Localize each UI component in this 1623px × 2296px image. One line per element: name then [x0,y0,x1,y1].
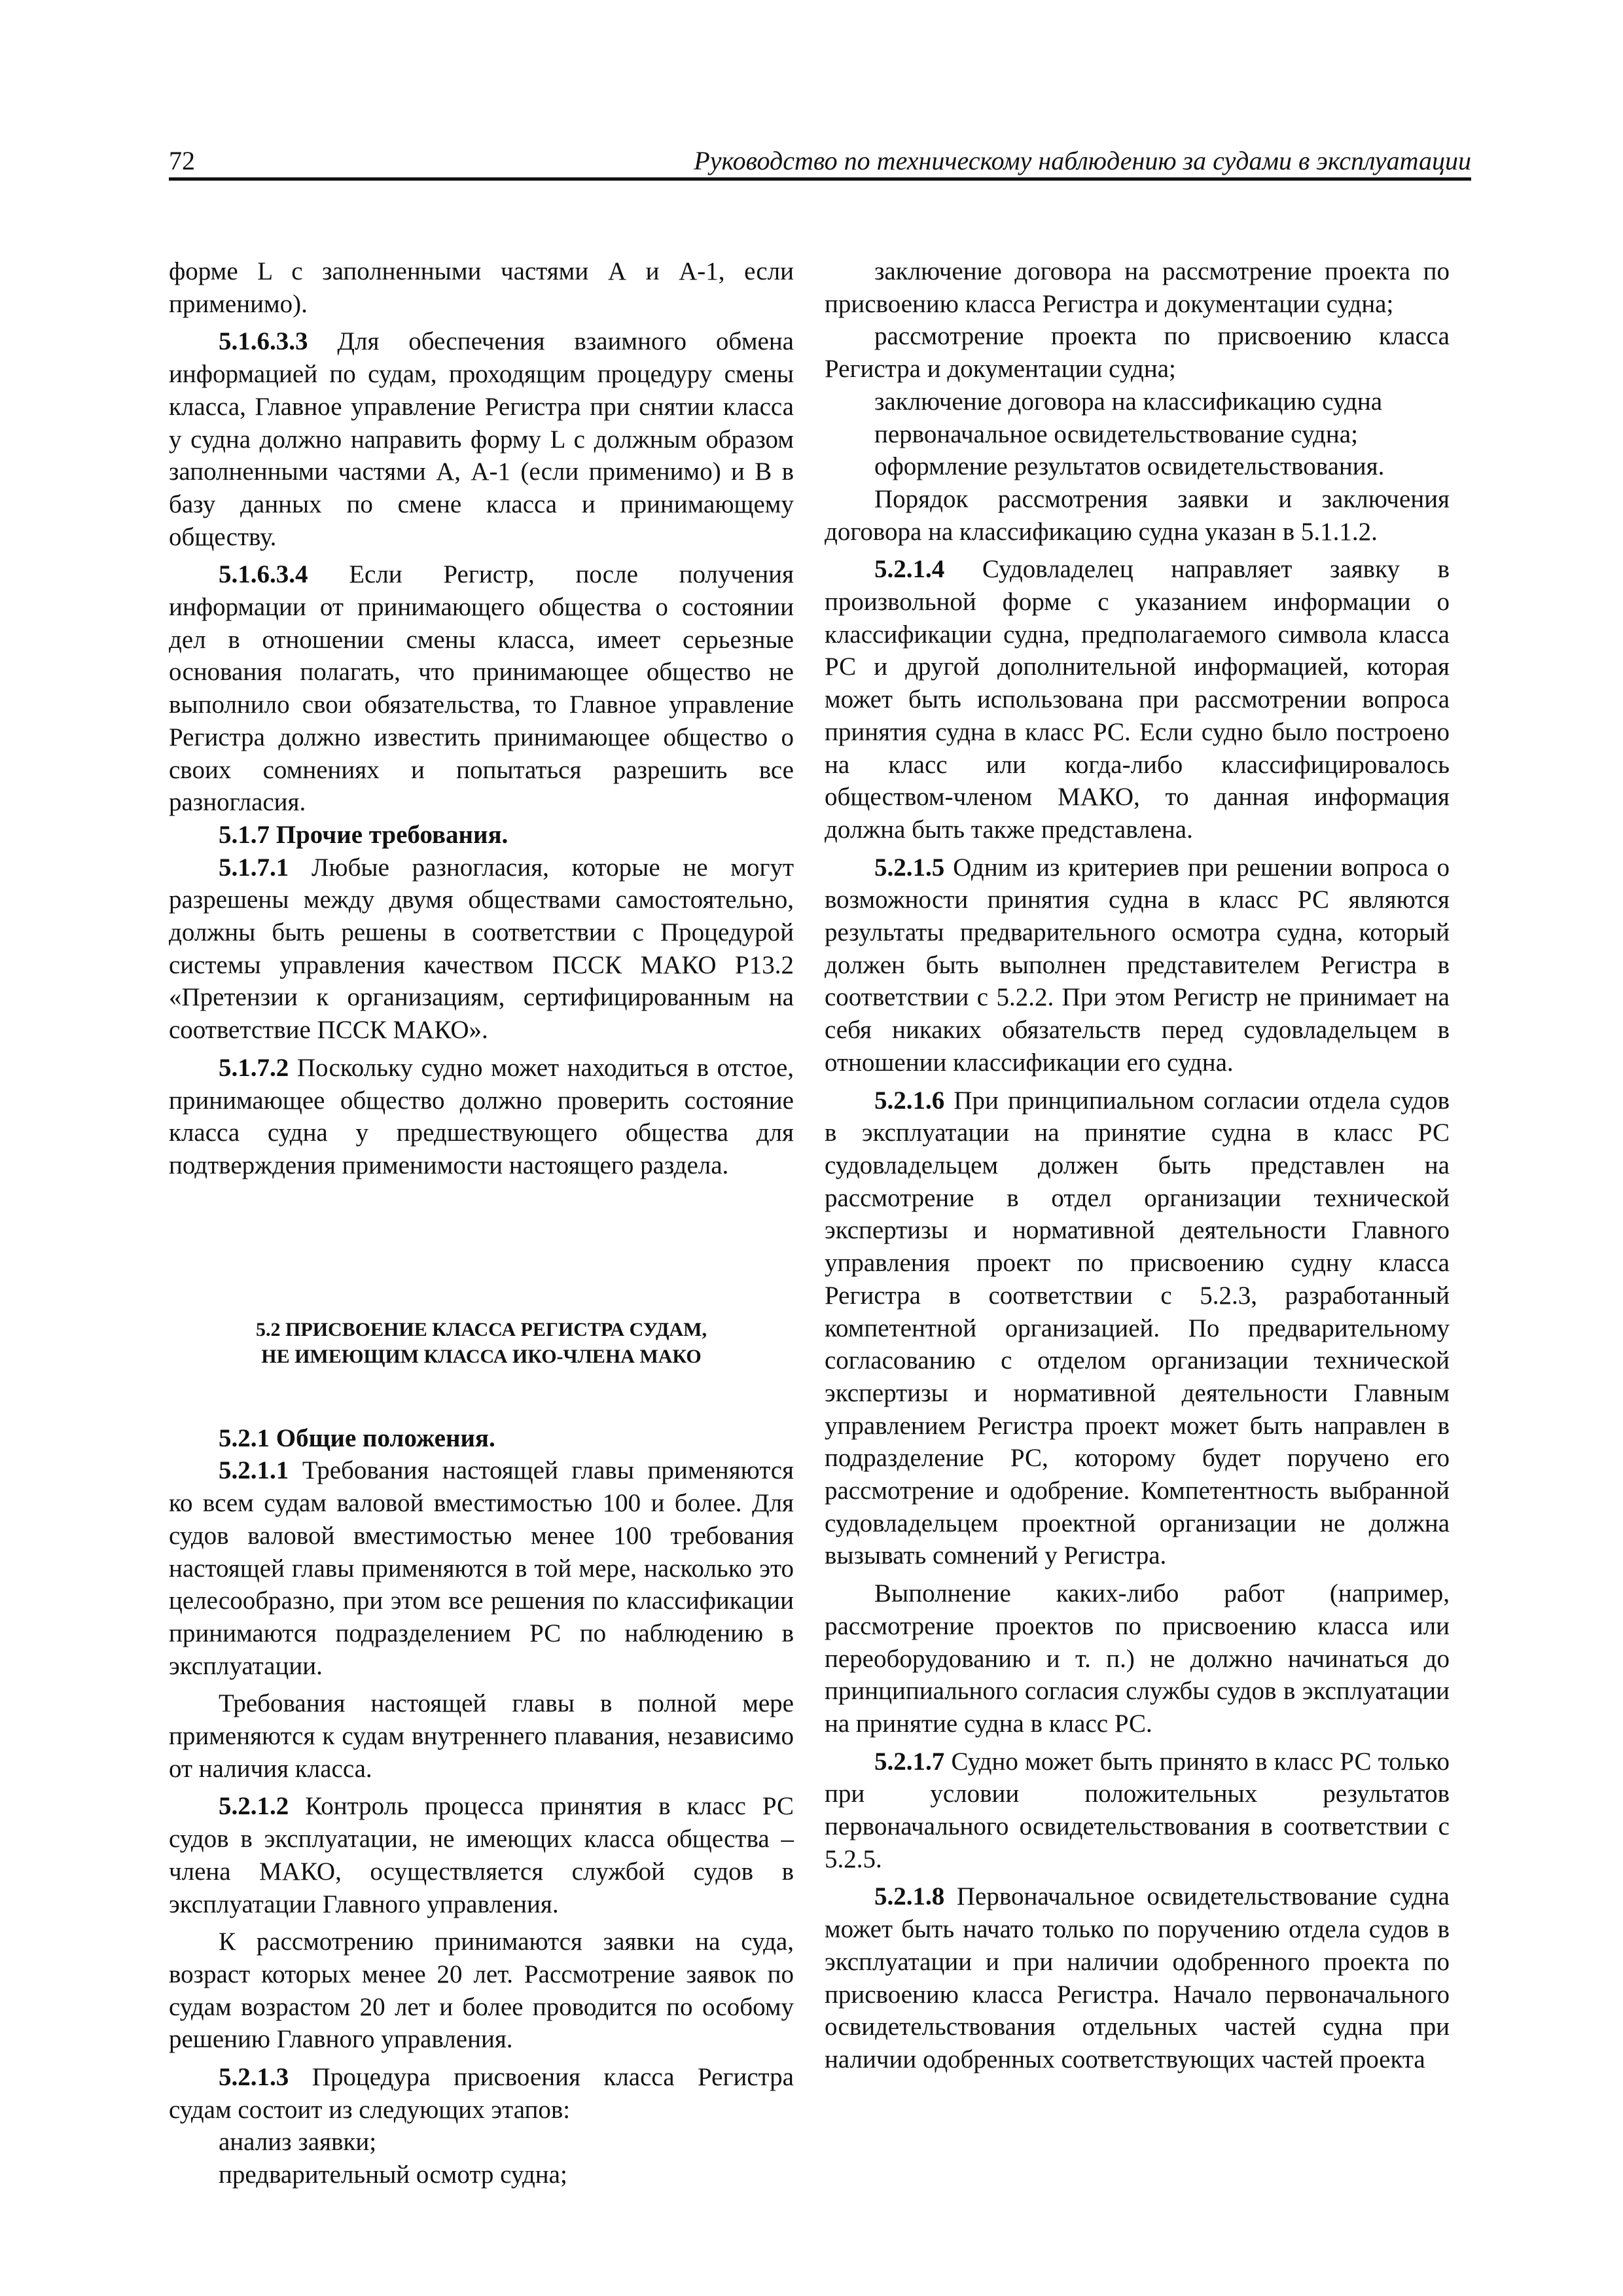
clause-number: 5.2.1.1 [219,1456,289,1485]
paragraph: рассмотрение проекта по присвоению класса Регистра и документации судна; [825,322,1450,384]
paragraph-text: Одним из критериев при решении вопроса о возможности принятия судна в класс РС являются результаты предварительного осмотра судна, который должен быть выполнен представителем Регистра в соответствии с 5.2.2. При этом Регистр не принимает на себя никаких обязательств перед судовладельцем в отношении классификации его судна. [825,853,1450,1077]
paragraph: К рассмотрению принимаются заявки на суда, возраст которых менее 20 лет. Рассмотрение заявок по судам возрастом 20 лет и более проводится по особому решению Главного управления. [169,1928,794,2054]
right-column [825,255,1450,2076]
paragraph-5-2-1-1 [169,1454,794,1682]
paragraph: Требования настоящей главы в полной мере применяются к судам внутреннего плавания, независимо от наличия класса. [169,1689,794,1783]
paragraph-5-2-1-5 [825,852,1450,1079]
section-title-line: НЕ ИМЕЮЩИМ КЛАССА ИКО-ЧЛЕНА МАКО [261,1345,702,1367]
clause-number: 5.2.1.7 [874,1747,945,1776]
subsection-heading-5-2-1: 5.2.1 Общие положения. [219,1424,495,1452]
list-item: предварительный осмотр судна; [219,2161,567,2189]
paragraph-text: Первоначальное освидетельствование судна может быть начато только по поручению отдела судов в эксплуатации и при наличии одобренного проекта по присвоению класса Регистра. Начало первоначального освидетельствования отдельных частей судна при наличии одобренных соответствующих частей проекта [825,1882,1450,2073]
header-rule [169,177,1471,181]
paragraph-5-2-1-2 [169,1790,794,1920]
clause-number: 5.2.1.3 [219,2063,289,2092]
paragraph: форме L с заполненными частями А и А-1, если применимо). [169,257,794,318]
paragraph-text: Судно может быть принято в класс РС только при условии положительных результатов первоначального освидетельствования в соответствии с 5.2.5. [825,1747,1450,1873]
page-number: 72 [169,146,195,175]
paragraph-text: Если Регистр, после получения информации от принимающего общества о состоянии дел в отношении смены класса, имеет серьезные основания полагать, что принимающее общество не выполнило свои обязательства, то Главное управление Регистра должно известить принимающее общество о своих сомнениях и попытаться разрешить все разногласия. [169,560,794,817]
clause-number: 5.1.7.2 [219,1053,289,1082]
list-item: первоначальное освидетельствование судна; [874,420,1358,448]
page-header [169,145,1471,182]
paragraph: Порядок рассмотрения заявки и заключения договора на классификацию судна указан в 5.1.1.2. [825,484,1450,546]
section-title-5-2 [169,1316,794,1370]
paragraph-5-1-7-2 [169,1052,794,1182]
paragraph-5-1-6-3-4 [169,558,794,819]
clause-number: 5.1.6.3.4 [219,560,308,589]
clause-number: 5.2.1.5 [874,853,945,882]
paragraph: заключение договора на рассмотрение проекта по присвоению класса Регистра и документации судна; [825,257,1450,318]
clause-number: 5.2.1.8 [874,1882,945,1911]
left-column [169,255,794,2191]
running-title: Руководство по техническому наблюдению за судами в эксплуатации [694,146,1471,175]
clause-number: 5.1.7.1 [219,853,289,882]
paragraph-text: Любые разногласия, которые не могут разрешены между двумя обществами самостоятельно, должны быть решены в соответствии с Процедурой системы управления качеством ПССК МАКО Р13.2 «Претензии к организациям, сертифицированным на соответствие ПССК МАКО». [169,853,794,1045]
paragraph-5-2-1-7 [825,1746,1450,1876]
paragraph-text: Поскольку судно может находиться в отстое, принимающее общество должно проверить состояние класса судна у предшествующего общества для подтверждения применимости настоящего раздела. [169,1053,794,1179]
paragraph-text: При принципиальном согласии отдела судов в эксплуатации на принятие судна в класс РС судовладельцем должен быть представлен на рассмотрение в отдел организации технической экспертизы и нормативной деятельности Главного управления проект по присвоению судну класса Регистра в соответствии с 5.2.3, разработанный компетентной организацией. По предварительному согласованию с отделом организации технической экспертизы и нормативной деятельности Главным управлением Регистра проект может быть направлен в подразделение РС, которому будет поручено его рассмотрение и одобрение. Компетентность выбранной судовладельцем проектной организации не должна вызывать сомнений у Регистра. [825,1086,1450,1570]
paragraph: Выполнение каких-либо работ (например, рассмотрение проектов по присвоению класса или переоборудованию и т. п.) не должно начинаться до принципиального согласия службы судов в эксплуатации на принятие судна в класс РС. [825,1579,1450,1738]
section-title-line: 5.2 ПРИСВОЕНИЕ КЛАССА РЕГИСТРА СУДАМ, [256,1318,707,1340]
paragraph-5-2-1-3 [169,2061,794,2126]
list-item: оформление результатов освидетельствования. [874,452,1385,481]
list-item: заключение договора на классификацию судна [874,387,1383,416]
paragraph-5-2-1-6 [825,1085,1450,1573]
paragraph-text: Требования настоящей главы применяются ко всем судам валовой вместимостью 100 и более. Для судов валовой вместимостью менее 100 требования настоящей главы применяются в той мере, насколько это целесообразно, при этом все решения по классификации принимаются подразделением РС по наблюдению в эксплуатации. [169,1456,794,1680]
paragraph-text: Для обеспечения взаимного обмена информацией по судам, проходящим процедуру смены класса, Главное управление Регистра при снятии класса у судна должно направить форму L с должным образом заполненными частями А, А-1 (если применимо) и В в базу данных по смене класса и принимающему обществу. [169,327,794,551]
paragraph-5-2-1-4 [825,553,1450,846]
paragraph-5-1-6-3-3 [169,325,794,553]
paragraph-text: Процедура присвоения класса Регистра судам состоит из следующих этапов: [169,2063,794,2124]
clause-number: 5.2.1.6 [874,1086,945,1115]
paragraph-text: Контроль процесса принятия в класс РС судов в эксплуатации, не имеющих класса общества – члена МАКО, осуществляется службой судов в эксплуатации Главного управления. [169,1792,794,1918]
clause-number: 5.2.1.2 [219,1792,289,1821]
paragraph-5-2-1-8 [825,1880,1450,2075]
paragraph-5-1-7-1 [169,852,794,1047]
list-item: анализ заявки; [219,2128,377,2157]
clause-number: 5.1.6.3.3 [219,327,308,356]
subsection-heading-5-1-7: 5.1.7 Прочие требования. [219,820,508,849]
clause-number: 5.2.1.4 [874,555,945,584]
paragraph-text: Судовладелец направляет заявку в произвольной форме с указанием информации о классификации судна, предполагаемого символа класса РС и другой дополнительной информацией, которая может быть использована при рассмотрении вопроса принятия судна в класс РС. Если судно было построено на класс или когда-либо классифицировалось обществом-членом МАКО, то данная информация должна быть также представлена. [825,555,1450,844]
